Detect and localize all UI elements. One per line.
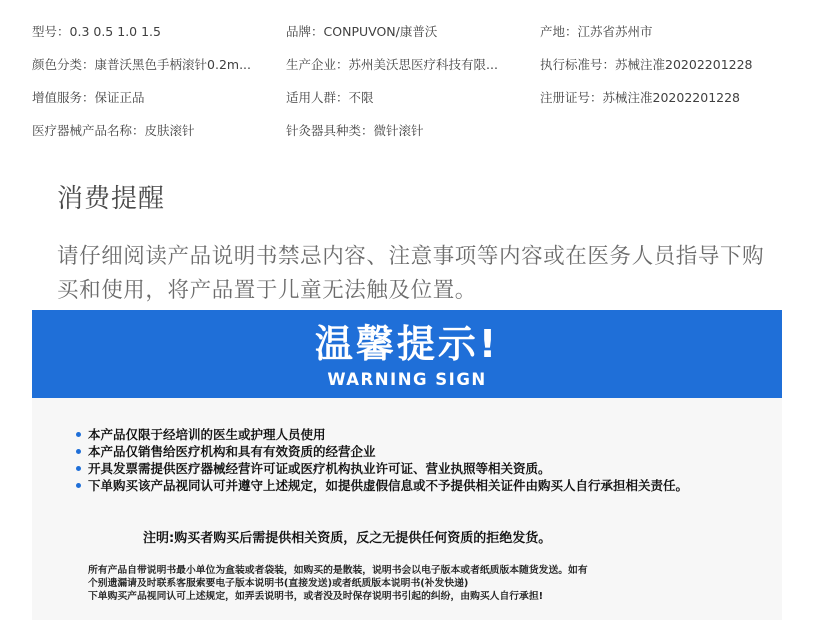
attribute-target-group [286,88,540,106]
attribute-color-category [32,55,286,73]
bullet-dot-icon [76,483,81,488]
warning-banner [32,310,782,398]
attribute-value: 0.3 0.5 1.0 1.5 [69,23,161,39]
attribute-key: 医疗器械产品名称 ： [32,123,145,138]
attribute-key: 产地 ： [540,24,578,39]
attribute-standard-number [540,55,792,73]
warning-banner-subtitle: WARNING SIGN [327,370,487,389]
attribute-origin [540,22,792,40]
attribute-value: 保证正品 [94,89,145,105]
attribute-key: 执行标准号 ： [540,57,615,72]
attribute-value: 江苏省苏州市 [577,23,653,39]
attribute-value: CONPUVON/康普沃 [323,23,438,39]
attribute-row [32,113,792,146]
attribute-key: 颜色分类 ： [32,57,95,72]
product-attributes [32,14,792,146]
attribute-row [32,80,792,113]
attribute-manufacturer [286,55,540,73]
attribute-key: 适用人群 ： [286,90,349,105]
attribute-needle-type [286,121,540,139]
consumer-reminder-title: 消费提醒 [57,184,166,214]
warning-bullet [76,426,726,443]
warning-bullet-text: 本产品仅销售给医疗机构和具有有效资质的经营企业 [88,444,376,459]
bullet-dot-icon [76,466,81,471]
attribute-value: 微针滚针 [373,122,424,138]
attribute-key: 针灸器具种类 ： [286,123,374,138]
attribute-row [32,47,792,80]
attribute-key: 型号 ： [32,24,70,39]
warning-banner-title: 温馨提示! [314,322,500,366]
attribute-registration-number [540,88,792,106]
warning-bullet [76,460,726,477]
warning-bullet [76,477,726,494]
warning-bullet-text: 本产品仅限于经培训的医生或护理人员使用 [88,427,326,442]
warning-notice-panel [32,398,782,620]
attribute-value: 苏州美沃思医疗科技有限... [348,56,498,72]
attribute-value: 苏械注准20202201228 [615,56,753,72]
attribute-value-added-service [32,88,286,106]
consumer-reminder-text: 请仔细阅读产品说明书禁忌内容、注意事项等内容或在医务人员指导下购买和使用，将产品置于儿童无法触及位置。 [57,244,765,303]
attribute-brand [286,22,540,40]
attribute-value: 苏械注准20202201228 [602,89,741,105]
attribute-value: 不限 [348,89,374,105]
fine-print-line: 所有产品自带说明书最小单位为盒装或者袋装，如购买的是散装，说明书会以电子版本或者纸质版本随货发送。如有 [88,565,588,576]
bullet-dot-icon [76,432,81,437]
warning-bullet [76,443,726,460]
attribute-key: 注册证号 ： [540,90,603,105]
warning-bullet-text: 开具发票需提供医疗器械经营许可证或医疗机构执业许可证、营业执照等相关资质。 [88,461,551,476]
attribute-row [32,14,792,47]
attribute-model [32,22,286,40]
attribute-key: 生产企业 ： [286,57,349,72]
qualification-note: 注明:购买者购买后需提供相关资质，反之无提供任何资质的拒绝发货。 [143,531,552,546]
attribute-key: 增值服务 ： [32,90,95,105]
attribute-value: 皮肤滚针 [144,122,195,138]
warning-bullet-text: 下单购买该产品视同认可并遵守上述规定，如提供虚假信息或不予提供相关证件由购买人自行承担相关责任。 [88,478,689,493]
attribute-value: 康普沃黑色手柄滚针0.2m... [94,56,252,72]
warning-bullet-list [76,426,726,494]
fine-print-line: 下单购买产品视同认可上述规定，如弄丢说明书，或者没及时保存说明书引起的纠纷，由购买人自行承担! [88,591,544,602]
attribute-device-name [32,121,286,139]
bullet-dot-icon [76,449,81,454]
attribute-key: 品牌 ： [286,24,324,39]
manual-fine-print [88,564,748,603]
fine-print-line: 个别遗漏请及时联系客服索要电子版本说明书(直接发送)或者纸质版本说明书(补发快递) [88,578,469,589]
